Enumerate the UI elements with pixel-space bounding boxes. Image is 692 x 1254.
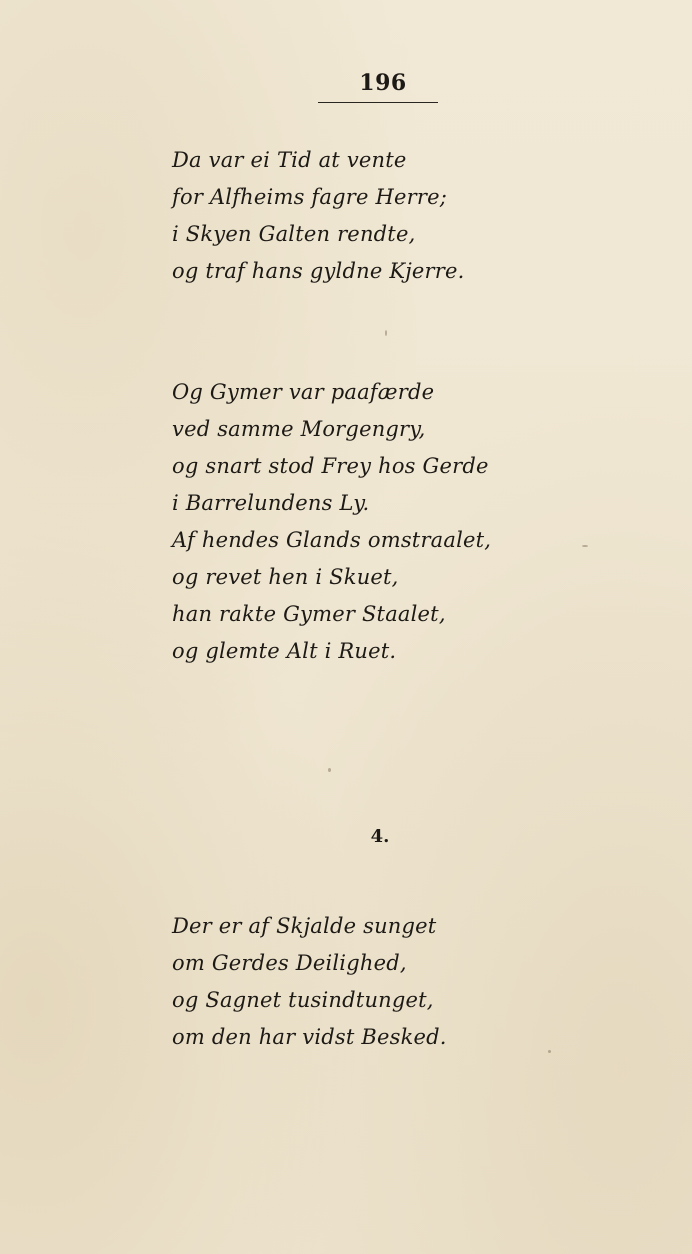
page-number: 196 bbox=[359, 70, 407, 96]
verse-line: han rakte Gymer Staalet, bbox=[172, 602, 446, 626]
paper-speck bbox=[385, 330, 387, 336]
verse-line: om Gerdes Deilighed, bbox=[172, 951, 407, 975]
section-number: 4. bbox=[370, 826, 390, 847]
stanza-1 bbox=[172, 142, 465, 290]
verse-line: Da var ei Tid at vente bbox=[172, 148, 407, 172]
verse-line: og revet hen i Skuet, bbox=[172, 565, 399, 589]
stanza-3 bbox=[172, 908, 447, 1056]
verse-line: og traf hans gyldne Kjerre. bbox=[172, 259, 465, 283]
verse-line: Der er af Skjalde sunget bbox=[172, 914, 437, 938]
paper-speck bbox=[328, 768, 331, 772]
verse-line: i Skyen Galten rendte, bbox=[172, 222, 416, 246]
paper-speck bbox=[582, 545, 588, 547]
page-number-rule bbox=[318, 102, 438, 103]
verse-line: Og Gymer var paafærde bbox=[172, 380, 435, 404]
paper-speck bbox=[548, 1050, 551, 1053]
verse-line: i Barrelundens Ly. bbox=[172, 491, 370, 515]
verse-line: og snart stod Frey hos Gerde bbox=[172, 454, 489, 478]
verse-line: Af hendes Glands omstraalet, bbox=[172, 528, 492, 552]
verse-line: ved samme Morgengry, bbox=[172, 417, 426, 441]
verse-line: og glemte Alt i Ruet. bbox=[172, 639, 397, 663]
stanza-2 bbox=[172, 374, 491, 670]
verse-line: for Alfheims fagre Herre; bbox=[172, 185, 448, 209]
verse-line: om den har vidst Besked. bbox=[172, 1025, 447, 1049]
verse-line: og Sagnet tusindtunget, bbox=[172, 988, 434, 1012]
